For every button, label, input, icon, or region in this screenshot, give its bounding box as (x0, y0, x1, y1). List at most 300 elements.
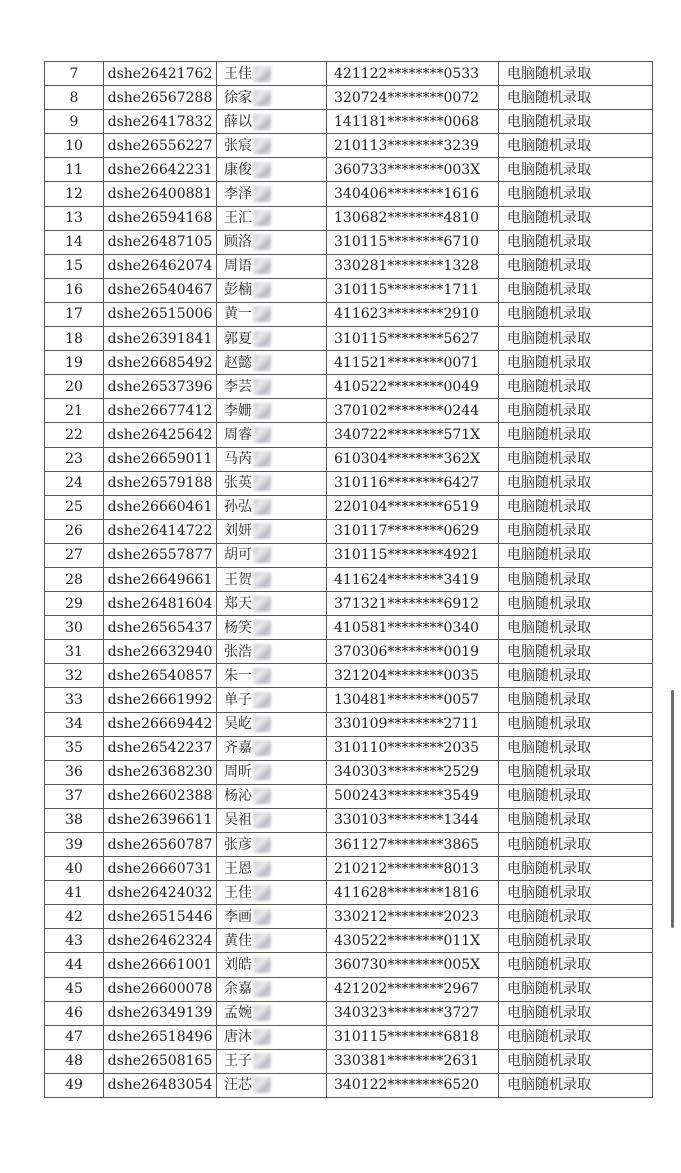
admission-status: 电脑随机录取 (499, 664, 653, 688)
table-row (45, 808, 653, 832)
admission-status: 电脑随机录取 (499, 1025, 653, 1049)
admission-status: 电脑随机录取 (499, 712, 653, 736)
applicant-id: dshe26660461 (104, 495, 217, 519)
admission-status: 电脑随机录取 (499, 977, 653, 1001)
applicant-name-wrap (224, 954, 271, 976)
applicant-name-cell (217, 857, 327, 881)
applicant-name-cell (217, 423, 327, 447)
id-card-number: 320724********0072 (327, 86, 499, 110)
applicant-name-wrap (224, 641, 271, 663)
applicant-id: dshe26421762 (104, 62, 217, 86)
table-row (45, 423, 653, 447)
redaction-mosaic (253, 451, 271, 467)
applicant-name-cell (217, 447, 327, 471)
redaction-mosaic (253, 547, 271, 563)
admission-status: 电脑随机录取 (499, 230, 653, 254)
id-card-number: 330212********2023 (327, 905, 499, 929)
applicant-name-cell (217, 495, 327, 519)
applicant-name-wrap (224, 448, 271, 470)
admission-status: 电脑随机录取 (499, 158, 653, 182)
redaction-mosaic (253, 258, 271, 274)
id-card-number: 340303********2529 (327, 760, 499, 784)
applicant-name-wrap (224, 569, 271, 591)
redaction-mosaic (253, 644, 271, 660)
applicant-name: 李泽 (224, 186, 252, 203)
redaction-mosaic (253, 379, 271, 395)
applicant-id: dshe26481604 (104, 592, 217, 616)
row-number: 43 (45, 929, 104, 953)
admission-status: 电脑随机录取 (499, 1001, 653, 1025)
table-row (45, 519, 653, 543)
redaction-mosaic (253, 427, 271, 443)
row-number: 28 (45, 567, 104, 591)
row-number: 47 (45, 1025, 104, 1049)
applicant-name: 康俊 (224, 161, 252, 178)
applicant-name: 王恩 (224, 860, 252, 877)
applicant-name-cell (217, 1073, 327, 1097)
id-card-number: 421122********0533 (327, 62, 499, 86)
redaction-mosaic (253, 788, 271, 804)
applicant-id: dshe26602388 (104, 784, 217, 808)
applicant-name-cell (217, 206, 327, 230)
table-row (45, 784, 653, 808)
admission-status: 电脑随机录取 (499, 399, 653, 423)
applicant-id: dshe26594168 (104, 206, 217, 230)
applicant-name: 汪芯 (224, 1077, 252, 1094)
applicant-name-wrap (224, 303, 271, 325)
row-number: 11 (45, 158, 104, 182)
applicant-id: dshe26540857 (104, 664, 217, 688)
table-row (45, 712, 653, 736)
applicant-id: dshe26483054 (104, 1073, 217, 1097)
redaction-mosaic (253, 764, 271, 780)
redaction-mosaic (253, 114, 271, 130)
admission-status: 电脑随机录取 (499, 134, 653, 158)
applicant-name: 李姗 (224, 402, 252, 419)
table-row (45, 857, 653, 881)
applicant-name-wrap (224, 713, 271, 735)
row-number: 22 (45, 423, 104, 447)
applicant-name-cell (217, 736, 327, 760)
applicant-name-cell (217, 327, 327, 351)
row-number: 26 (45, 519, 104, 543)
applicant-name-wrap (224, 689, 271, 711)
applicant-name-cell (217, 471, 327, 495)
applicant-id: dshe26417832 (104, 110, 217, 134)
row-number: 12 (45, 182, 104, 206)
admission-status: 电脑随机录取 (499, 375, 653, 399)
row-number: 15 (45, 254, 104, 278)
redaction-mosaic (253, 1053, 271, 1069)
row-number: 24 (45, 471, 104, 495)
id-card-number: 610304********362X (327, 447, 499, 471)
applicant-name: 吴屹 (224, 716, 252, 733)
admission-status: 电脑随机录取 (499, 592, 653, 616)
applicant-name-wrap (224, 1026, 271, 1048)
admission-status: 电脑随机录取 (499, 495, 653, 519)
applicant-name-cell (217, 158, 327, 182)
table-row (45, 905, 653, 929)
admission-status: 电脑随机录取 (499, 640, 653, 664)
redaction-mosaic (253, 885, 271, 901)
applicant-name: 齐嘉 (224, 740, 252, 757)
admission-status: 电脑随机录取 (499, 86, 653, 110)
applicant-name-wrap (224, 520, 271, 542)
redaction-mosaic (253, 716, 271, 732)
redaction-mosaic (253, 740, 271, 756)
id-card-number: 410581********0340 (327, 616, 499, 640)
applicant-name-cell (217, 110, 327, 134)
table-row (45, 230, 653, 254)
id-card-number: 210212********8013 (327, 857, 499, 881)
admission-list (44, 61, 653, 1098)
applicant-name-wrap (224, 207, 271, 229)
admission-status: 电脑随机录取 (499, 833, 653, 857)
applicant-name-wrap (224, 617, 271, 639)
applicant-name-wrap (224, 544, 271, 566)
redaction-mosaic (253, 138, 271, 154)
redaction-mosaic (253, 1029, 271, 1045)
applicant-name-cell (217, 375, 327, 399)
row-number: 49 (45, 1073, 104, 1097)
applicant-id: dshe26685492 (104, 351, 217, 375)
applicant-name: 吴祖 (224, 812, 252, 829)
applicant-name-wrap (224, 135, 271, 157)
row-number: 27 (45, 543, 104, 567)
applicant-name-wrap (224, 424, 271, 446)
table-row (45, 110, 653, 134)
admission-status: 电脑随机录取 (499, 327, 653, 351)
row-number: 32 (45, 664, 104, 688)
applicant-name: 孙弘 (224, 499, 252, 516)
applicant-name: 刘妍 (224, 523, 252, 540)
table-row (45, 86, 653, 110)
applicant-name-wrap (224, 111, 271, 133)
applicant-name-cell (217, 134, 327, 158)
applicant-name: 张彦 (224, 836, 252, 853)
applicant-name-wrap (224, 328, 271, 350)
redaction-mosaic (253, 933, 271, 949)
applicant-name-cell (217, 712, 327, 736)
applicant-id: dshe26414722 (104, 519, 217, 543)
id-card-number: 130481********0057 (327, 688, 499, 712)
applicant-id: dshe26462324 (104, 929, 217, 953)
applicant-id: dshe26368230 (104, 760, 217, 784)
applicant-id: dshe26349139 (104, 1001, 217, 1025)
row-number: 31 (45, 640, 104, 664)
redaction-mosaic (253, 234, 271, 250)
row-number: 41 (45, 881, 104, 905)
id-card-number: 340323********3727 (327, 1001, 499, 1025)
admission-status: 电脑随机录取 (499, 808, 653, 832)
applicant-name-wrap (224, 400, 271, 422)
table-row (45, 278, 653, 302)
redaction-mosaic (253, 1077, 271, 1093)
applicant-id: dshe26560787 (104, 833, 217, 857)
applicant-name: 胡可 (224, 547, 252, 564)
applicant-name: 朱一 (224, 667, 252, 684)
table-row (45, 736, 653, 760)
id-card-number: 430522********011X (327, 929, 499, 953)
admission-status: 电脑随机录取 (499, 688, 653, 712)
redaction-mosaic (253, 475, 271, 491)
table-row (45, 616, 653, 640)
table-row (45, 399, 653, 423)
applicant-name-cell (217, 302, 327, 326)
table-row (45, 158, 653, 182)
applicant-id: dshe26642231 (104, 158, 217, 182)
admission-status: 电脑随机录取 (499, 881, 653, 905)
applicant-id: dshe26515446 (104, 905, 217, 929)
table-row (45, 760, 653, 784)
applicant-name-cell (217, 254, 327, 278)
applicant-name-cell (217, 567, 327, 591)
applicant-name: 黄一 (224, 306, 252, 323)
admission-status: 电脑随机录取 (499, 182, 653, 206)
applicant-id: dshe26669442 (104, 712, 217, 736)
table-row (45, 471, 653, 495)
redaction-mosaic (253, 861, 271, 877)
applicant-name-wrap (224, 785, 271, 807)
row-number: 13 (45, 206, 104, 230)
table-row (45, 592, 653, 616)
redaction-mosaic (253, 692, 271, 708)
redaction-mosaic (253, 1005, 271, 1021)
applicant-id: dshe26600078 (104, 977, 217, 1001)
table-row (45, 447, 653, 471)
id-card-number: 370102********0244 (327, 399, 499, 423)
applicant-name: 王贺 (224, 571, 252, 588)
applicant-name-wrap (224, 1050, 271, 1072)
admission-status: 电脑随机录取 (499, 929, 653, 953)
table-row (45, 567, 653, 591)
row-number: 45 (45, 977, 104, 1001)
id-card-number: 361127********3865 (327, 833, 499, 857)
applicant-name: 黄佳 (224, 932, 252, 949)
id-card-number: 360733********003X (327, 158, 499, 182)
table-row (45, 1073, 653, 1097)
row-number: 38 (45, 808, 104, 832)
redaction-mosaic (253, 186, 271, 202)
applicant-name-wrap (224, 737, 271, 759)
applicant-name-wrap (224, 858, 271, 880)
applicant-name: 王佳 (224, 65, 252, 82)
applicant-name: 张浩 (224, 643, 252, 660)
applicant-name-cell (217, 543, 327, 567)
applicant-name-wrap (224, 593, 271, 615)
applicant-name-wrap (224, 906, 271, 928)
redaction-mosaic (253, 66, 271, 82)
row-number: 30 (45, 616, 104, 640)
applicant-name: 余嘉 (224, 981, 252, 998)
id-card-number: 310115********4921 (327, 543, 499, 567)
table-row (45, 977, 653, 1001)
applicant-name-wrap (224, 279, 271, 301)
applicant-name: 孟婉 (224, 1005, 252, 1022)
applicant-name: 彭楠 (224, 282, 252, 299)
table-row (45, 1025, 653, 1049)
applicant-name-wrap (224, 63, 271, 85)
applicant-id: dshe26557877 (104, 543, 217, 567)
row-number: 25 (45, 495, 104, 519)
table-row (45, 206, 653, 230)
row-number: 35 (45, 736, 104, 760)
admission-status: 电脑随机录取 (499, 1073, 653, 1097)
applicant-name-wrap (224, 87, 271, 109)
id-card-number: 340406********1616 (327, 182, 499, 206)
applicant-name-wrap (224, 1002, 271, 1024)
applicant-id: dshe26508165 (104, 1049, 217, 1073)
id-card-number: 421202********2967 (327, 977, 499, 1001)
admission-status: 电脑随机录取 (499, 784, 653, 808)
table-row (45, 1001, 653, 1025)
applicant-id: dshe26659011 (104, 447, 217, 471)
admission-status: 电脑随机录取 (499, 62, 653, 86)
vertical-scrollbar[interactable] (671, 690, 674, 928)
table-row (45, 62, 653, 86)
id-card-number: 330281********1328 (327, 254, 499, 278)
applicant-name: 王佳 (224, 884, 252, 901)
table-row (45, 351, 653, 375)
applicant-name-cell (217, 230, 327, 254)
applicant-name-wrap (224, 1074, 271, 1096)
applicant-name: 周语 (224, 258, 252, 275)
applicant-id: dshe26556227 (104, 134, 217, 158)
applicant-name-cell (217, 808, 327, 832)
applicant-name-cell (217, 86, 327, 110)
applicant-name: 马芮 (224, 451, 252, 468)
applicant-name-cell (217, 688, 327, 712)
admission-status: 电脑随机录取 (499, 278, 653, 302)
applicant-id: dshe26518496 (104, 1025, 217, 1049)
applicant-name-wrap (224, 882, 271, 904)
id-card-number: 371321********6912 (327, 592, 499, 616)
redaction-mosaic (253, 596, 271, 612)
id-card-number: 330381********2631 (327, 1049, 499, 1073)
applicant-name: 周昕 (224, 764, 252, 781)
redaction-mosaic (253, 837, 271, 853)
applicant-id: dshe26400881 (104, 182, 217, 206)
row-number: 46 (45, 1001, 104, 1025)
applicant-name-cell (217, 881, 327, 905)
table-row (45, 254, 653, 278)
row-number: 48 (45, 1049, 104, 1073)
applicant-id: dshe26660731 (104, 857, 217, 881)
admission-status: 电脑随机录取 (499, 857, 653, 881)
applicant-name: 薛以 (224, 113, 252, 130)
redaction-mosaic (253, 668, 271, 684)
table-row (45, 833, 653, 857)
id-card-number: 500243********3549 (327, 784, 499, 808)
applicant-name: 赵懿 (224, 354, 252, 371)
applicant-id: dshe26661001 (104, 953, 217, 977)
row-number: 29 (45, 592, 104, 616)
applicant-name: 李画 (224, 908, 252, 925)
applicant-name-cell (217, 953, 327, 977)
id-card-number: 310110********2035 (327, 736, 499, 760)
redaction-mosaic (253, 572, 271, 588)
applicant-name: 张宸 (224, 137, 252, 154)
table-row (45, 1049, 653, 1073)
admission-status: 电脑随机录取 (499, 567, 653, 591)
applicant-name-wrap (224, 761, 271, 783)
applicant-name-wrap (224, 376, 271, 398)
applicant-name-wrap (224, 472, 271, 494)
applicant-name-cell (217, 929, 327, 953)
id-card-number: 340722********571X (327, 423, 499, 447)
redaction-mosaic (253, 909, 271, 925)
table-row (45, 664, 653, 688)
table-body (45, 62, 653, 1098)
admission-status: 电脑随机录取 (499, 206, 653, 230)
redaction-mosaic (253, 620, 271, 636)
applicant-name: 单子 (224, 691, 252, 708)
table-row (45, 302, 653, 326)
row-number: 8 (45, 86, 104, 110)
id-card-number: 310115********6710 (327, 230, 499, 254)
row-number: 36 (45, 760, 104, 784)
admission-status: 电脑随机录取 (499, 905, 653, 929)
redaction-mosaic (253, 957, 271, 973)
row-number: 39 (45, 833, 104, 857)
id-card-number: 411624********3419 (327, 567, 499, 591)
admission-table (44, 61, 653, 1098)
applicant-id: dshe26515006 (104, 302, 217, 326)
applicant-name-wrap (224, 159, 271, 181)
applicant-name: 郭夏 (224, 330, 252, 347)
admission-status: 电脑随机录取 (499, 254, 653, 278)
applicant-name-wrap (224, 496, 271, 518)
redaction-mosaic (253, 210, 271, 226)
applicant-id: dshe26396611 (104, 808, 217, 832)
id-card-number: 330103********1344 (327, 808, 499, 832)
row-number: 10 (45, 134, 104, 158)
applicant-name-wrap (224, 834, 271, 856)
id-card-number: 411623********2910 (327, 302, 499, 326)
admission-status: 电脑随机录取 (499, 447, 653, 471)
applicant-name-cell (217, 640, 327, 664)
row-number: 19 (45, 351, 104, 375)
id-card-number: 360730********005X (327, 953, 499, 977)
applicant-name: 周睿 (224, 426, 252, 443)
applicant-id: dshe26391841 (104, 327, 217, 351)
id-card-number: 310115********5627 (327, 327, 499, 351)
row-number: 7 (45, 62, 104, 86)
admission-status: 电脑随机录取 (499, 760, 653, 784)
id-card-number: 370306********0019 (327, 640, 499, 664)
applicant-name: 杨笑 (224, 619, 252, 636)
table-row (45, 495, 653, 519)
id-card-number: 141181********0068 (327, 110, 499, 134)
applicant-name-cell (217, 616, 327, 640)
row-number: 18 (45, 327, 104, 351)
row-number: 23 (45, 447, 104, 471)
applicant-name-cell (217, 519, 327, 543)
applicant-name: 张英 (224, 475, 252, 492)
redaction-mosaic (253, 162, 271, 178)
table-row (45, 327, 653, 351)
admission-status: 电脑随机录取 (499, 736, 653, 760)
applicant-name-wrap (224, 352, 271, 374)
id-card-number: 310116********6427 (327, 471, 499, 495)
applicant-name: 王汇 (224, 210, 252, 227)
redaction-mosaic (253, 282, 271, 298)
admission-status: 电脑随机录取 (499, 471, 653, 495)
id-card-number: 411628********1816 (327, 881, 499, 905)
applicant-name-wrap (224, 231, 271, 253)
applicant-name-cell (217, 1001, 327, 1025)
table-row (45, 375, 653, 399)
